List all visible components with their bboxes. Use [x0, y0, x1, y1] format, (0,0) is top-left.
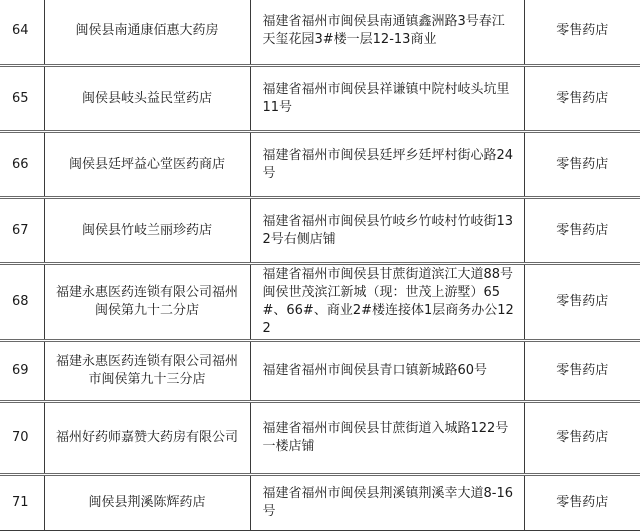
row-number: 69 — [0, 341, 44, 402]
pharmacy-type: 零售药店 — [524, 402, 640, 475]
pharmacy-type: 零售药店 — [524, 264, 640, 341]
pharmacy-name: 闽侯县岐头益民堂药店 — [44, 66, 250, 132]
pharmacy-address: 福建省福州市闽侯县青口镇新城路60号 — [250, 341, 524, 402]
pharmacy-address: 福建省福州市闽侯县甘蔗街道滨江大道88号闽侯世茂滨江新城（现：世茂上游墅）65#、66#、商业2#楼连接体1层商务办公122 — [250, 264, 524, 341]
pharmacy-address: 福建省福州市闽侯县廷坪乡廷坪村街心路24号 — [250, 132, 524, 198]
pharmacy-type: 零售药店 — [524, 0, 640, 66]
table-row — [0, 402, 640, 475]
pharmacy-address: 福建省福州市闽侯县祥谦镇中院村岐头坑里11号 — [250, 66, 524, 132]
table-row — [0, 475, 640, 531]
pharmacy-type: 零售药店 — [524, 475, 640, 531]
table-row — [0, 132, 640, 198]
table-row — [0, 341, 640, 402]
pharmacy-name: 闽侯县廷坪益心堂医药商店 — [44, 132, 250, 198]
row-number: 68 — [0, 264, 44, 341]
pharmacy-name: 闽侯县竹岐兰丽珍药店 — [44, 198, 250, 264]
pharmacy-address: 福建省福州市闽侯县荆溪镇荆溪幸大道8-16号 — [250, 475, 524, 531]
row-number: 66 — [0, 132, 44, 198]
pharmacy-type: 零售药店 — [524, 341, 640, 402]
pharmacy-address: 福建省福州市闽侯县南通镇鑫洲路3号春江天玺花园3#楼一层12-13商业 — [250, 0, 524, 66]
pharmacy-name: 福州好药师嘉赞大药房有限公司 — [44, 402, 250, 475]
table-row — [0, 0, 640, 66]
pharmacy-name: 福建永惠医药连锁有限公司福州闽侯第九十二分店 — [44, 264, 250, 341]
table-row — [0, 66, 640, 132]
row-number: 67 — [0, 198, 44, 264]
pharmacy-type: 零售药店 — [524, 66, 640, 132]
pharmacy-name: 闽侯县南通康佰惠大药房 — [44, 0, 250, 66]
pharmacy-address: 福建省福州市闽侯县甘蔗街道入城路122号一楼店铺 — [250, 402, 524, 475]
pharmacy-type: 零售药店 — [524, 132, 640, 198]
row-number: 65 — [0, 66, 44, 132]
row-number: 70 — [0, 402, 44, 475]
pharmacy-type: 零售药店 — [524, 198, 640, 264]
row-number: 71 — [0, 475, 44, 531]
table-row — [0, 198, 640, 264]
pharmacy-name: 闽侯县荆溪陈辉药店 — [44, 475, 250, 531]
pharmacy-address: 福建省福州市闽侯县竹岐乡竹岐村竹岐街132号右侧店铺 — [250, 198, 524, 264]
table-row — [0, 264, 640, 341]
row-number: 64 — [0, 0, 44, 66]
pharmacy-name: 福建永惠医药连锁有限公司福州市闽侯第九十三分店 — [44, 341, 250, 402]
